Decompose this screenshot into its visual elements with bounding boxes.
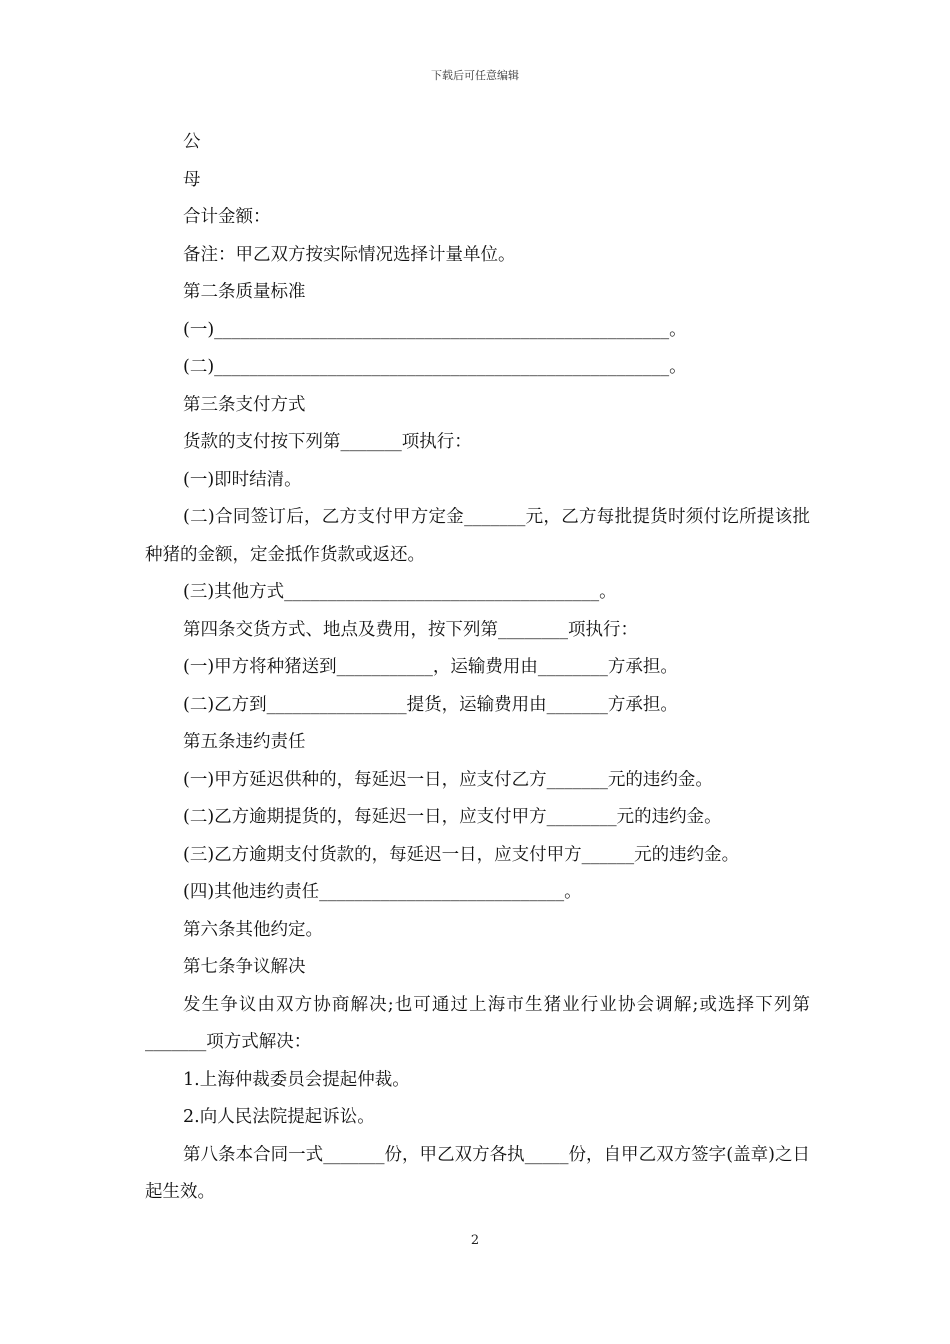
delivery-item-2: (二)乙方到________________提货，运输费用由_______方承担。 [183, 694, 678, 715]
article-6-heading: 第六条其他约定。 [183, 919, 323, 940]
article-5-heading: 第五条违约责任 [183, 732, 306, 752]
article-3-heading: 第三条支付方式 [183, 394, 306, 415]
page-header: 下载后可任意编辑 [431, 69, 519, 82]
page-number: 2 [470, 1233, 480, 1248]
payment-intro: 货款的支付按下列第_______项执行： [183, 432, 472, 452]
liability-item-2: (二)乙方逾期提货的，每延迟一日，应支付甲方________元的违约金。 [183, 807, 722, 827]
line-gong: 公 [183, 132, 201, 152]
payment-item-1: (一)即时结清。 [183, 469, 302, 490]
dispute-paragraph: 发生争议由双方协商解决;也可通过上海市生猪业行业协会调解;或选择下列第_______项方式解决： [145, 994, 810, 1052]
liability-item-4: (四)其他违约责任____________________________。 [183, 882, 582, 902]
payment-item-2: (二)合同签订后，乙方支付甲方定金_______元，乙方每批提货时须付讫所提该批种猪的金额，定金抵作货款或返还。 [145, 507, 810, 565]
document-body [145, 124, 810, 1212]
dispute-option-2: 2.向人民法院提起诉讼。 [183, 1107, 375, 1127]
total-amount-line: 合计金额： [183, 207, 271, 227]
quality-item-1: (一)____________________________________________________。 [183, 319, 687, 340]
payment-item-3: (三)其他方式____________________________________。 [183, 582, 617, 602]
remark-line: 备注：甲乙双方按实际情况选择计量单位。 [183, 244, 516, 265]
delivery-item-1: (一)甲方将种猪送到___________，运输费用由________方承担。 [183, 657, 678, 677]
line-mu: 母 [183, 169, 201, 190]
article-4-heading: 第四条交货方式、地点及费用，按下列第________项执行： [183, 619, 638, 640]
quality-item-2: (二)____________________________________________________。 [183, 357, 687, 377]
article-7-heading: 第七条争议解决 [183, 957, 306, 977]
dispute-option-1: 1.上海仲裁委员会提起仲裁。 [183, 1069, 410, 1090]
liability-item-1: (一)甲方延迟供种的，每延迟一日，应支付乙方_______元的违约金。 [183, 769, 713, 790]
article-8-paragraph: 第八条本合同一式_______份，甲乙双方各执_____份，自甲乙双方签字(盖章)之日起生效。 [145, 1144, 810, 1202]
liability-item-3: (三)乙方逾期支付货款的，每延迟一日，应支付甲方______元的违约金。 [183, 844, 740, 865]
article-2-heading: 第二条质量标准 [183, 282, 306, 302]
